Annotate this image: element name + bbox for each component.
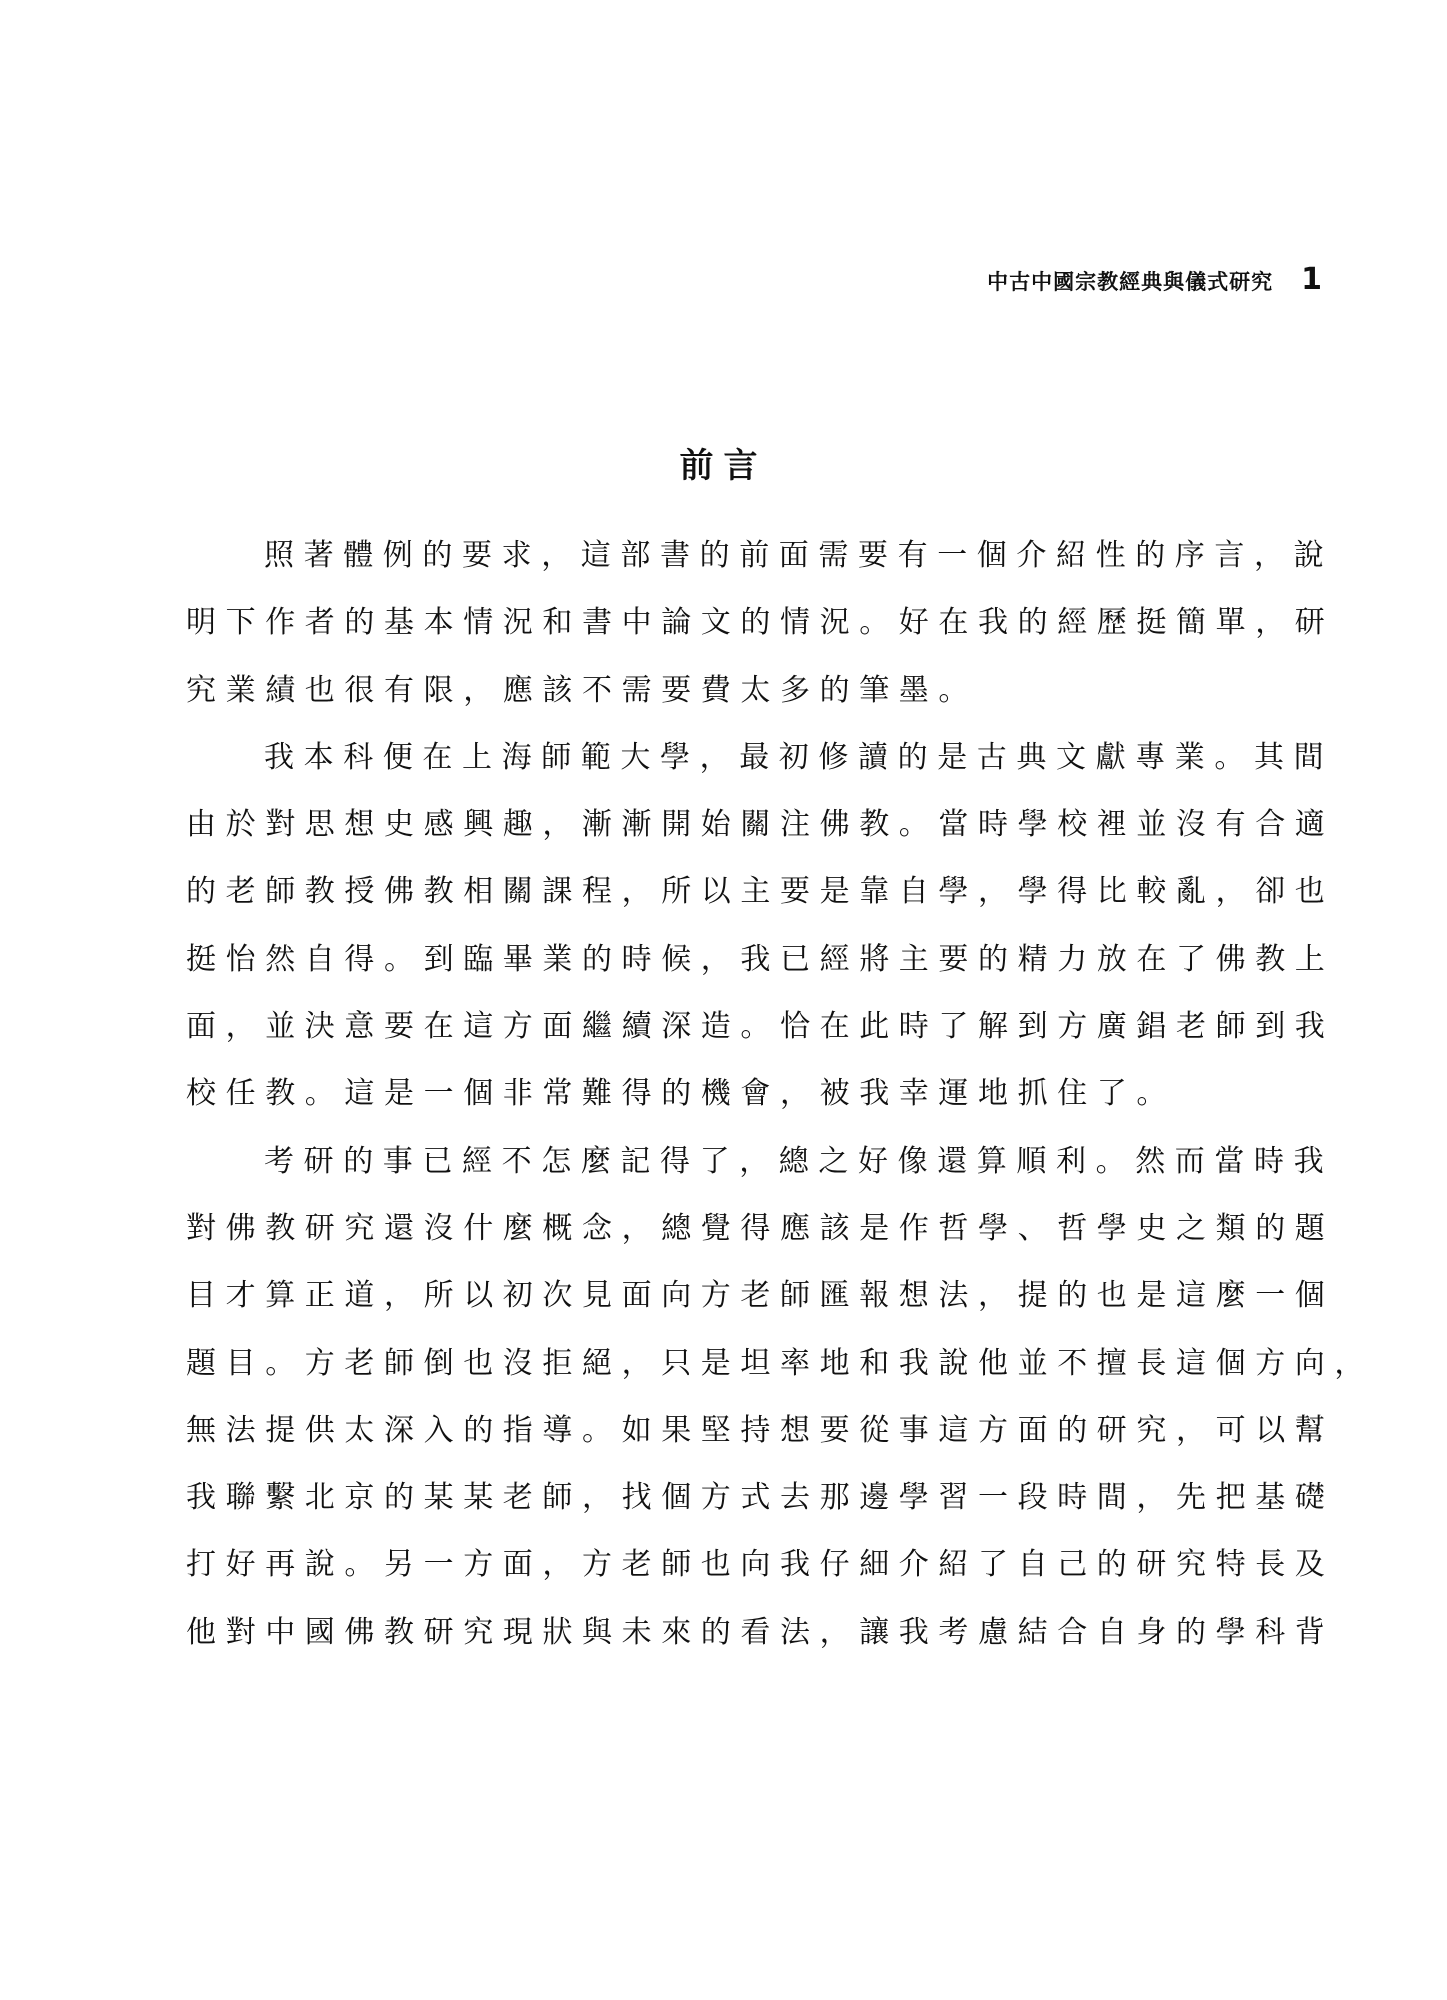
text-line: 明下作者的基本情況和書中論文的情況。好在我的經歷挺簡單，研 — [186, 605, 1335, 641]
text-line: 無法提供太深入的指導。如果堅持想要從事這方面的研究，可以幫 — [186, 1412, 1335, 1448]
text-line: 由於對思想史感興趣，漸漸開始關注佛教。當時學校裡並沒有合適 — [186, 807, 1335, 843]
text-line: 照著體例的要求，這部書的前面需要有一個介紹性的序言，說 — [264, 538, 1334, 573]
page-number: 1 — [1301, 262, 1322, 297]
text-line: 考研的事已經不怎麼記得了，總之好像還算順利。然而當時我 — [264, 1143, 1334, 1179]
text-line: 的老師教授佛教相關課程，所以主要是靠自學，學得比較亂，卻也 — [186, 874, 1335, 910]
running-header — [987, 262, 1322, 297]
text-line: 題目。方老師倒也沒拒絕，只是坦率地和我說他並不擅長這個方向， — [186, 1345, 1374, 1381]
body-text — [186, 522, 1374, 1666]
text-line: 對佛教研究還沒什麼概念，總覺得應該是作哲學、哲學史之類的題 — [186, 1210, 1335, 1246]
text-line: 究業績也很有限，應該不需要費太多的筆墨。 — [186, 672, 978, 708]
chapter-title: 前言 — [679, 446, 768, 486]
text-line: 面，並決意要在這方面繼續深造。恰在此時了解到方廣錩老師到我 — [186, 1009, 1335, 1045]
text-line: 目才算正道，所以初次見面向方老師匯報想法，提的也是這麼一個 — [186, 1278, 1335, 1314]
text-line: 我本科便在上海師範大學，最初修讀的是古典文獻專業。其間 — [264, 739, 1334, 775]
text-line: 他對中國佛教研究現狀與未來的看法，讓我考慮結合自身的學科背 — [186, 1614, 1335, 1650]
text-line: 打好再說。另一方面，方老師也向我仔細介紹了自己的研究特長及 — [186, 1547, 1335, 1583]
running-title: 中古中國宗教經典與儀式研究 — [987, 270, 1274, 294]
text-line: 我聯繫北京的某某老師，找個方式去那邊學習一段時間，先把基礎 — [186, 1480, 1335, 1516]
text-line: 挺怡然自得。到臨畢業的時候，我已經將主要的精力放在了佛教上 — [186, 941, 1335, 977]
text-line: 校任教。這是一個非常難得的機會，被我幸運地抓住了。 — [186, 1076, 1176, 1112]
